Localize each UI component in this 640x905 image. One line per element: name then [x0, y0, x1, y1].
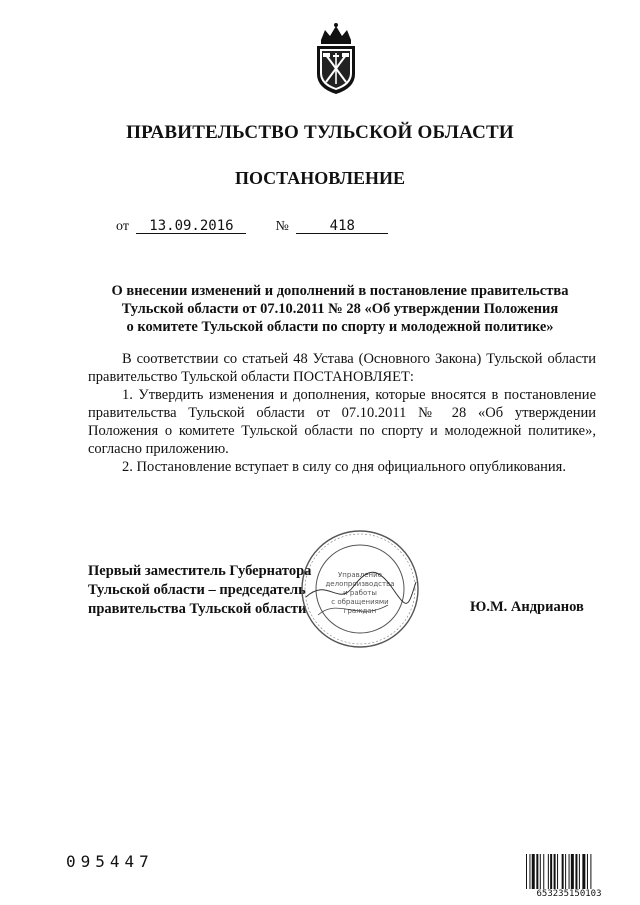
barcode-bar — [529, 854, 530, 890]
barcode-bar — [587, 854, 588, 890]
signatory-name: Ю.М. Андрианов — [470, 599, 584, 615]
document-number: 418 — [296, 219, 388, 234]
stamp-text: с обращениями — [331, 598, 389, 606]
registration-number: 095447 — [66, 852, 154, 871]
document-type: ПОСТАНОВЛЕНИЕ — [234, 168, 406, 188]
preamble-paragraph: В соответствии со статьей 48 Устава (Основного Закона) Тульской области правительство Тульской области ПОСТАНОВЛЯЕТ: — [88, 351, 596, 385]
barcode-bar — [579, 854, 580, 890]
signatory-position — [88, 562, 311, 619]
position-line: Тульской области – председатель — [88, 582, 306, 598]
barcode-number: 653235150103 — [524, 889, 614, 899]
barcode-bar — [565, 854, 566, 890]
barcode-bar — [550, 854, 552, 890]
barcode-bar — [582, 854, 585, 890]
barcode-bar — [571, 854, 574, 890]
stamp-text: и работы — [343, 589, 377, 597]
barcode-bar — [575, 854, 577, 890]
document-date: 13.09.2016 — [136, 219, 246, 234]
document-subject — [80, 282, 600, 336]
barcode-bar — [548, 854, 549, 890]
position-line: правительства Тульской области — [88, 601, 307, 617]
subject-line: Тульской области от 07.10.2011 № 28 «Об утверждении Положения — [121, 301, 559, 317]
barcode-bar — [590, 854, 591, 890]
government-title: ПРАВИТЕЛЬСТВО ТУЛЬСКОЙ ОБЛАСТИ — [126, 122, 514, 143]
barcode-bar — [569, 854, 570, 890]
barcode-bar — [526, 854, 527, 890]
stamp-text: Управление — [338, 571, 382, 579]
subject-line: О внесении изменений и дополнений в постановление правительства — [111, 283, 569, 299]
subject-line: о комитете Тульской области по спорту и молодежной политике» — [126, 319, 554, 335]
item-1-paragraph: 1. Утвердить изменения и дополнения, которые вносятся в постановление правительства Тульской области от 07.10.2011 № 28 «Об утверждении Положения о комитете Тульской области по спорту и молодежной политике», согласно приложению. — [88, 387, 596, 457]
document-body — [88, 350, 596, 476]
document-meta — [116, 219, 388, 235]
barcode-bar — [532, 854, 535, 890]
barcode-bar — [543, 854, 544, 890]
item-2-paragraph: 2. Постановление вступает в силу со дня официального опубликования. — [122, 459, 566, 475]
date-label: от — [116, 219, 129, 234]
barcode-bar — [536, 854, 538, 890]
number-label: № — [275, 219, 289, 234]
barcode-bar — [540, 854, 541, 890]
official-seal-icon — [298, 527, 422, 651]
tula-coat-of-arms-icon — [311, 22, 361, 96]
stamp-text: граждан — [343, 607, 377, 615]
stamp-text: делопроизводства — [325, 580, 395, 588]
barcode-bar — [557, 854, 558, 890]
barcode-bar — [554, 854, 556, 890]
position-line: Первый заместитель Губернатора — [88, 563, 312, 579]
barcode-bar — [562, 854, 564, 890]
